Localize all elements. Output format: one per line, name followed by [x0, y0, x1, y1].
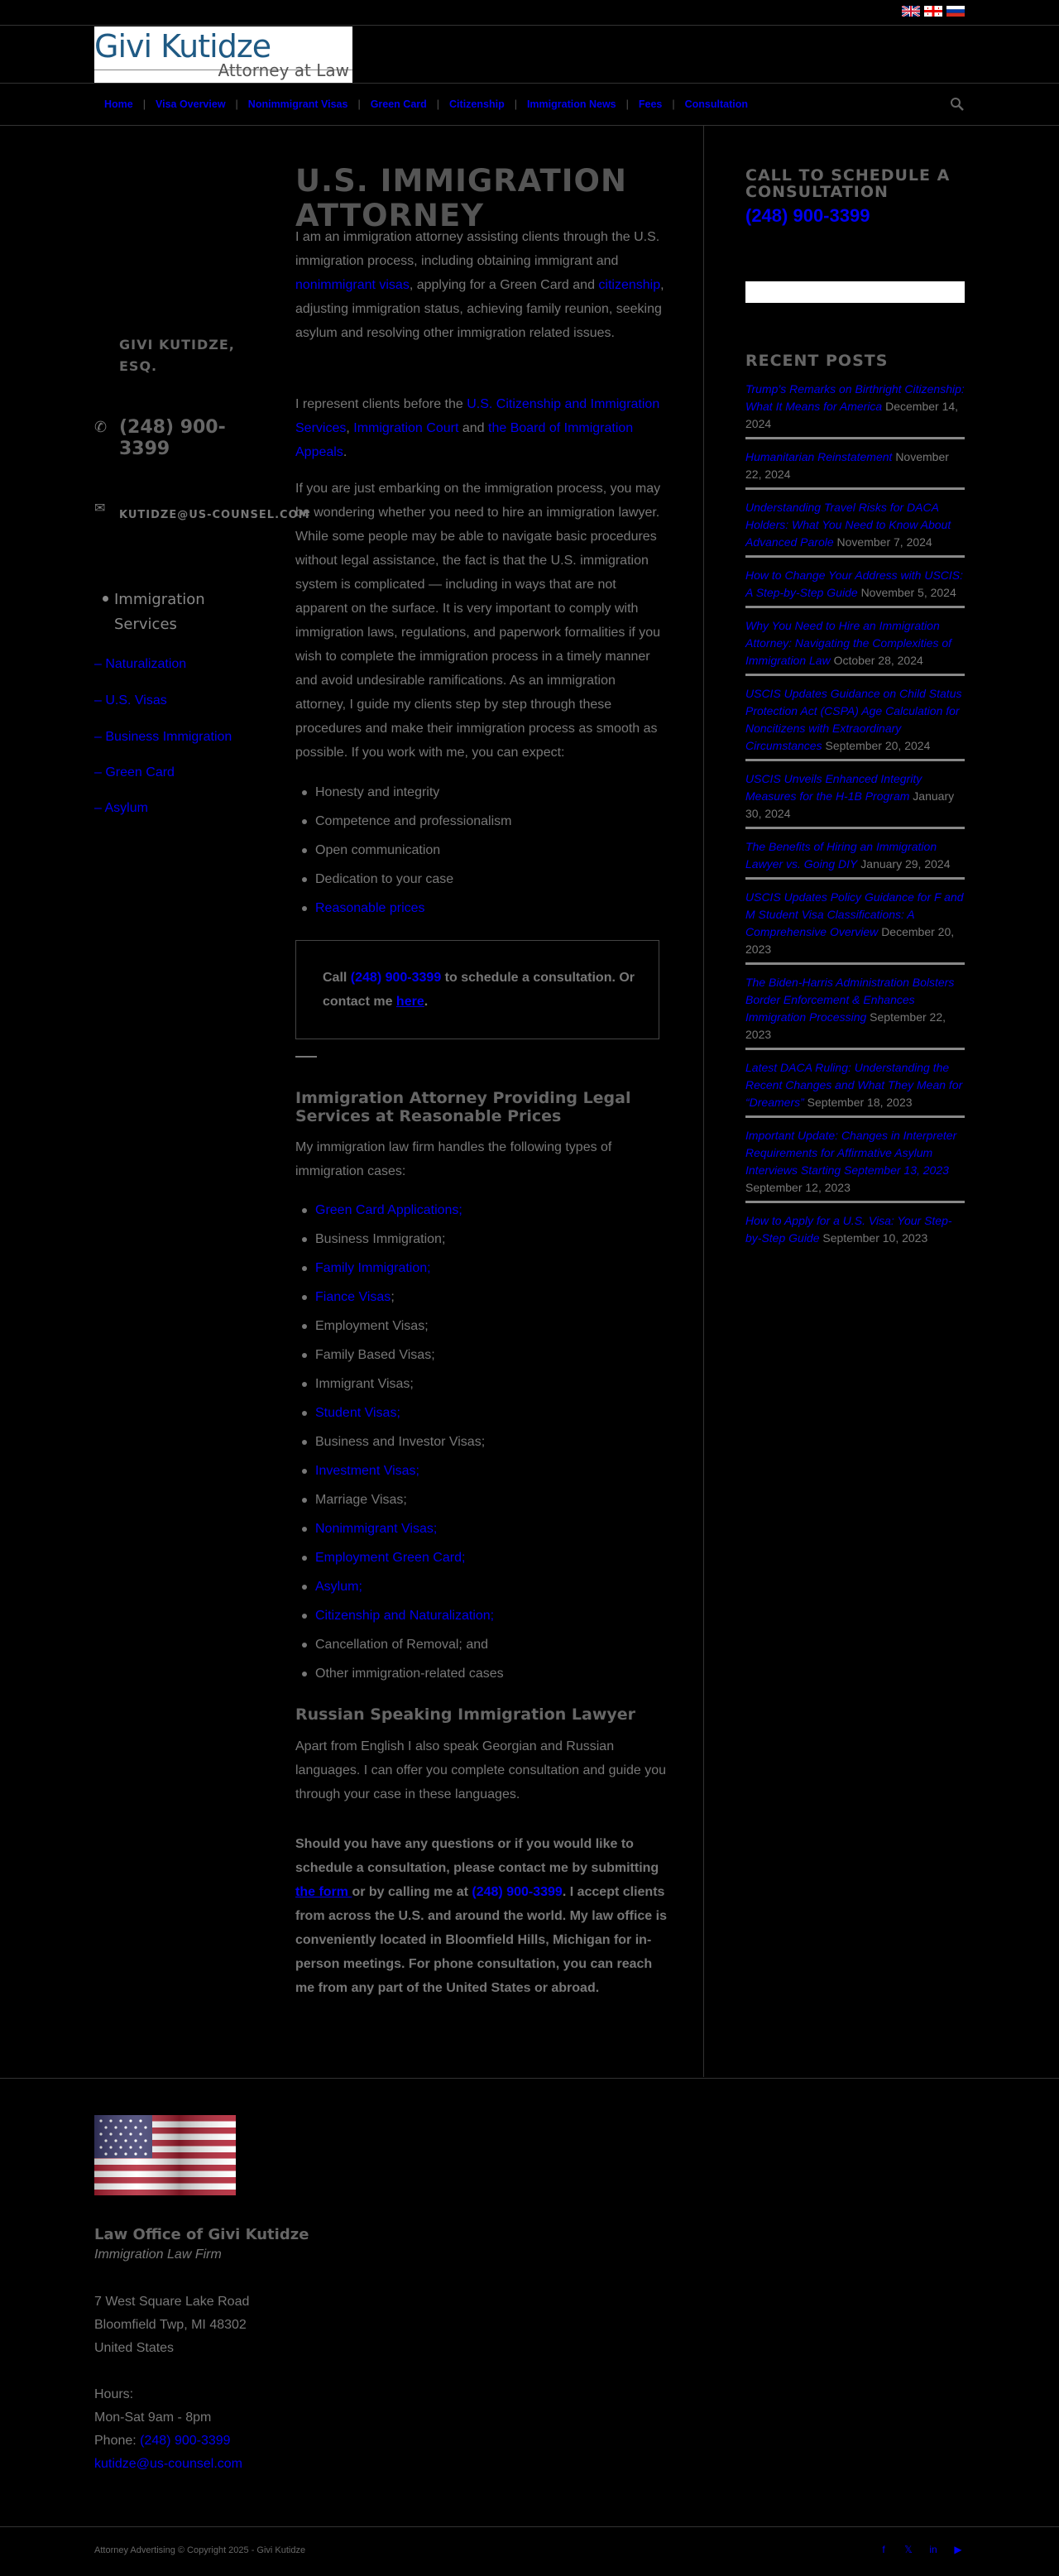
section-rule [295, 1056, 317, 1058]
expectations-list [295, 778, 668, 923]
callout-text-part: . [424, 995, 429, 1009]
footer-phone-link[interactable]: (248) 900-3399 [140, 2434, 231, 2448]
service-link[interactable]: Green Card Applications; [315, 1203, 462, 1217]
list-item: Dedication to your case [295, 865, 668, 894]
closing-text: Should you have any questions or if you would like to schedule a consultation, please contact me by submitting [295, 1837, 659, 1875]
nav-fees[interactable]: Fees [638, 98, 663, 110]
sidebar-phone[interactable]: (248) 900-3399 [119, 417, 226, 459]
language-switcher [902, 6, 965, 17]
sidebar-link-green-card[interactable]: – Green Card [94, 765, 175, 780]
nav-separator: | [625, 98, 629, 110]
list-item: Open communication [295, 836, 668, 865]
recent-post-date: October 28, 2024 [833, 654, 923, 667]
recent-post-date: September 10, 2023 [822, 1231, 928, 1245]
nav-separator: | [672, 98, 675, 110]
recent-post [745, 449, 965, 490]
closing-text: or by calling me at [352, 1885, 472, 1899]
recent-post-date: December 14, 2024 [745, 400, 959, 430]
immigration-court-link[interactable]: Immigration Court [353, 421, 459, 435]
social-links [877, 2543, 965, 2556]
representation-text: . [343, 445, 347, 459]
service-item: Immigrant Visas; [295, 1370, 668, 1398]
service-item [295, 1254, 668, 1283]
cta-heading: CALL TO SCHEDULE A CONSULTATION [745, 166, 951, 201]
service-item [295, 1456, 668, 1485]
youtube-icon[interactable]: ▶ [954, 2544, 962, 2555]
recent-post-link[interactable]: How to Change Your Address with USCIS: A Step-by-Step Guide [745, 568, 964, 599]
citizenship-link[interactable]: citizenship [598, 278, 661, 292]
recent-post-date: November 7, 2024 [836, 535, 932, 549]
recent-post-link[interactable]: Humanitarian Reinstatement [745, 450, 893, 463]
board-of-appeals-link[interactable]: the Board of Immigration Appeals [295, 421, 634, 459]
service-item [295, 1572, 668, 1601]
service-item: Cancellation of Removal; and [295, 1630, 668, 1659]
recent-post [745, 770, 965, 829]
services-heading: Immigration Attorney Providing Legal Services at Reasonable Prices [295, 1089, 631, 1125]
list-item: Honesty and integrity [295, 778, 668, 807]
recent-post [745, 1212, 965, 1251]
closing-phone-link[interactable]: (248) 900-3399 [472, 1885, 563, 1899]
footer-firm-name: Law Office of Givi Kutidze [94, 2226, 309, 2243]
nav-separator: | [357, 98, 361, 110]
recent-post-link[interactable]: The Benefits of Hiring an Immigration Lawyer vs. Going DIY [745, 840, 937, 871]
russian-paragraph: Apart from English I also speak Georgian and Russian languages. I can offer you complete consultation and guide you through your case in these languages. [295, 1739, 667, 1801]
closing-paragraph [295, 1832, 668, 2000]
services-list [295, 1196, 668, 1688]
service-link[interactable]: Citizenship and Naturalization; [315, 1609, 495, 1623]
recent-post-date: September 12, 2023 [745, 1181, 851, 1194]
service-item: Other immigration-related cases [295, 1659, 668, 1688]
search-icon[interactable] [950, 97, 965, 112]
service-link[interactable]: Fiance Visas [315, 1290, 391, 1304]
footer-phone-row [94, 2430, 231, 2453]
twitter-icon[interactable]: 𝕏 [904, 2544, 913, 2555]
process-paragraph: If you are just embarking on the immigration process, you may be wondering whether you need to hire an immigration lawyer. While some people may be able to navigate basic procedures without legal assistance, the fact is that the U.S. immigration system is complicated — including in ways that are not apparent on the surface. It is very important to comply with immigration laws, regulations, and paperwork formalities if you wish to complete the immigration process in a timely manner and avoid undesirable ramifications. As an immigration attorney, I guide my clients step by step through these procedures and make their immigration process as smooth as possible. If you work with me, you can expect: [295, 482, 661, 760]
top-bar [0, 0, 1059, 26]
sidebar-email[interactable]: KUTIDZE@US-COUNSEL.COM [119, 509, 310, 521]
intro-text: , applying for a Green Card and [409, 278, 599, 292]
service-item [295, 1543, 668, 1572]
representation-text: , [346, 421, 354, 435]
uk-flag-icon[interactable] [902, 6, 920, 17]
service-link[interactable]: Employment Green Card; [315, 1551, 466, 1565]
consultation-callout [295, 940, 659, 1039]
service-item [295, 1514, 668, 1543]
recent-post-link[interactable]: USCIS Unveils Enhanced Integrity Measures for the H-1B Program [745, 772, 922, 803]
recent-post-date: January 29, 2024 [860, 857, 951, 871]
footer-phone-label: Phone: [94, 2434, 141, 2448]
service-item: Marriage Visas; [295, 1485, 668, 1514]
footer-email-link[interactable]: kutidze@us-counsel.com [94, 2457, 242, 2471]
footer-address-line1: 7 West Square Lake Road [94, 2295, 250, 2309]
bullet-icon [103, 596, 108, 602]
us-flag-image [94, 2115, 236, 2195]
services-intro: My immigration law firm handles the following types of immigration cases: [295, 1140, 612, 1178]
footer-divider [0, 2078, 1059, 2079]
bottom-divider [0, 2526, 1059, 2527]
linkedin-icon[interactable]: in [929, 2544, 937, 2555]
footer-address-line3: United States [94, 2341, 175, 2355]
sidebar-link-us-visas[interactable]: – U.S. Visas [94, 693, 167, 708]
recent-post [745, 567, 965, 608]
uscis-link[interactable]: U.S. Citizenship and Immigration Services [295, 397, 660, 435]
recent-post-date: November 22, 2024 [745, 450, 949, 481]
nav-separator: | [436, 98, 440, 110]
copyright-text: Attorney Advertising © Copyright 2025 - Givi Kutidze [94, 2545, 306, 2555]
recent-post-link[interactable]: USCIS Updates Policy Guidance for F and M Student Visa Classifications: A Comprehensive Overview [745, 890, 964, 938]
service-item: Family Based Visas; [295, 1341, 668, 1370]
service-item [295, 1283, 668, 1312]
site-logo[interactable] [94, 26, 352, 83]
russian-heading: Russian Speaking Immigration Lawyer [295, 1705, 636, 1724]
nav-immigration-news[interactable]: Immigration News [526, 98, 616, 110]
form-link[interactable]: the form [295, 1885, 352, 1899]
recent-post [745, 685, 965, 761]
recent-post-link[interactable]: Why You Need to Hire an Immigration Attorney: Navigating the Complexities of Immigration Law [745, 619, 952, 667]
footer-hours: Mon-Sat 9am - 8pm [94, 2411, 212, 2425]
recent-post-link[interactable]: Understanding Travel Risks for DACA Holders: What You Need to Know About Advanced Parole [745, 501, 951, 549]
logo-name: Givi Kutidze [94, 28, 271, 65]
russia-flag-icon[interactable] [946, 6, 965, 17]
callout-text-part: to schedule a consultation. Or contact me [323, 971, 635, 1009]
recent-post-link[interactable]: Latest DACA Ruling: Understanding the Recent Changes and What They Mean for “Dreamers” [745, 1061, 963, 1109]
list-item: Competence and professionalism [295, 807, 668, 836]
nav-list [94, 84, 758, 125]
recent-post-date: January 30, 2024 [745, 789, 955, 820]
recent-post-date: September 20, 2024 [825, 739, 931, 752]
reasonable-prices-link[interactable]: Reasonable prices [315, 901, 425, 915]
phone-icon: ✆ [94, 419, 108, 435]
recent-post [745, 381, 965, 439]
recent-post [745, 889, 965, 965]
recent-post-link[interactable]: The Biden-Harris Administration Bolsters Border Enforcement & Enhances Immigration Processing [745, 976, 955, 1024]
recent-posts-heading: RECENT POSTS [745, 352, 889, 370]
recent-post [745, 838, 965, 880]
nav-separator: | [142, 98, 146, 110]
service-item [295, 1196, 668, 1225]
cta-phone-link[interactable]: (248) 900-3399 [745, 205, 870, 226]
representation-text: I represent clients before the [295, 397, 467, 411]
service-item: Business Immigration; [295, 1225, 668, 1254]
intro-text: , adjusting immigration status, achieving family reunion, seeking asylum and resolving other immigration related issues. [295, 278, 664, 340]
service-suffix: ; [391, 1290, 395, 1304]
callout-text [323, 966, 637, 1014]
nav-nonimmigrant-visas[interactable]: Nonimmigrant Visas [247, 98, 348, 110]
sidebar-link-business-immigration[interactable]: – Business Immigration [94, 730, 232, 744]
service-link[interactable]: Investment Visas; [315, 1464, 419, 1478]
service-link[interactable]: Family Immigration; [315, 1261, 431, 1275]
sidebar-link-asylum[interactable]: – Asylum [94, 801, 148, 815]
recent-post-link[interactable]: Trump’s Remarks on Birthright Citizenship: What It Means for America [745, 382, 965, 413]
closing-text: . I accept clients from across the U.S. and around the world. My law office is conveniently located in Bloomfield Hills, Michigan for in-person meetings. For phone consultation, you can reach me from any part of the United States or abroad. [295, 1885, 667, 1995]
recent-post-date: September 18, 2023 [807, 1096, 913, 1109]
facebook-icon[interactable]: f [882, 2544, 885, 2555]
representation-text: and [458, 421, 488, 435]
envelope-icon: ✉ [94, 501, 106, 516]
callout-phone-link[interactable]: (248) 900-3399 [350, 971, 442, 985]
nonimmigrant-visas-link[interactable]: nonimmigrant visas [295, 278, 410, 292]
list-item [295, 894, 668, 923]
sidebar-menu-heading: Immigration Services [114, 591, 205, 633]
main-nav [0, 84, 1059, 126]
service-item [295, 1398, 668, 1427]
sidebar-lawyer-name: GIVI KUTIDZE, ESQ. [119, 337, 235, 374]
service-item [295, 1601, 668, 1630]
footer-hours-label: Hours: [94, 2387, 134, 2401]
column-divider [703, 126, 704, 2077]
recent-post [745, 499, 965, 558]
nav-home[interactable]: Home [104, 98, 133, 110]
representation-paragraph [295, 392, 668, 464]
footer-firm-subtitle: Immigration Law Firm [94, 2247, 222, 2262]
intro-paragraph [295, 225, 668, 345]
service-link[interactable]: Nonimmigrant Visas; [315, 1522, 438, 1536]
intro-text: I am an immigration attorney assisting clients through the U.S. immigration process, including obtaining immigrant and [295, 230, 660, 268]
recent-post [745, 1127, 965, 1203]
nav-separator: | [514, 98, 517, 110]
footer-address-line2: Bloomfield Twp, MI 48302 [94, 2318, 247, 2332]
widget-box [745, 281, 965, 303]
recent-post-link[interactable]: How to Apply for a U.S. Visa: Your Step-by-Step Guide [745, 1214, 952, 1245]
contact-here-link[interactable]: here [395, 995, 424, 1009]
recent-post-link[interactable]: USCIS Updates Guidance on Child Status Protection Act (CSPA) Age Calculation for Noncitizens with Extraordinary Circumstances [745, 687, 962, 752]
recent-post [745, 974, 965, 1050]
header [0, 25, 1059, 84]
sidebar-link-naturalization[interactable]: – Naturalization [94, 657, 187, 671]
recent-posts-list [745, 381, 965, 1260]
georgia-flag-icon[interactable] [924, 6, 942, 17]
service-link[interactable]: Student Visas; [315, 1406, 400, 1420]
page-title: U.S. IMMIGRATION ATTORNEY [295, 163, 627, 233]
logo-subtitle: Attorney at Law [218, 60, 349, 80]
recent-post [745, 1059, 965, 1118]
service-item: Business and Investor Visas; [295, 1427, 668, 1456]
recent-post [745, 617, 965, 676]
footer-email-row [94, 2453, 242, 2476]
nav-citizenship[interactable]: Citizenship [449, 98, 505, 110]
recent-post-date: November 5, 2024 [860, 586, 956, 599]
nav-green-card[interactable]: Green Card [370, 98, 427, 110]
nav-separator: | [235, 98, 238, 110]
nav-visa-overview[interactable]: Visa Overview [155, 98, 226, 110]
service-item: Employment Visas; [295, 1312, 668, 1341]
nav-consultation[interactable]: Consultation [684, 98, 749, 110]
callout-text-part: Call [323, 971, 351, 985]
recent-post-date: September 22, 2023 [745, 1010, 946, 1041]
recent-post-link[interactable]: Important Update: Changes in Interpreter Requirements for Affirmative Asylum Interviews Starting September 13, 2023 [745, 1129, 957, 1177]
recent-post-date: December 20, 2023 [745, 925, 955, 956]
service-link[interactable]: Asylum; [315, 1580, 362, 1594]
